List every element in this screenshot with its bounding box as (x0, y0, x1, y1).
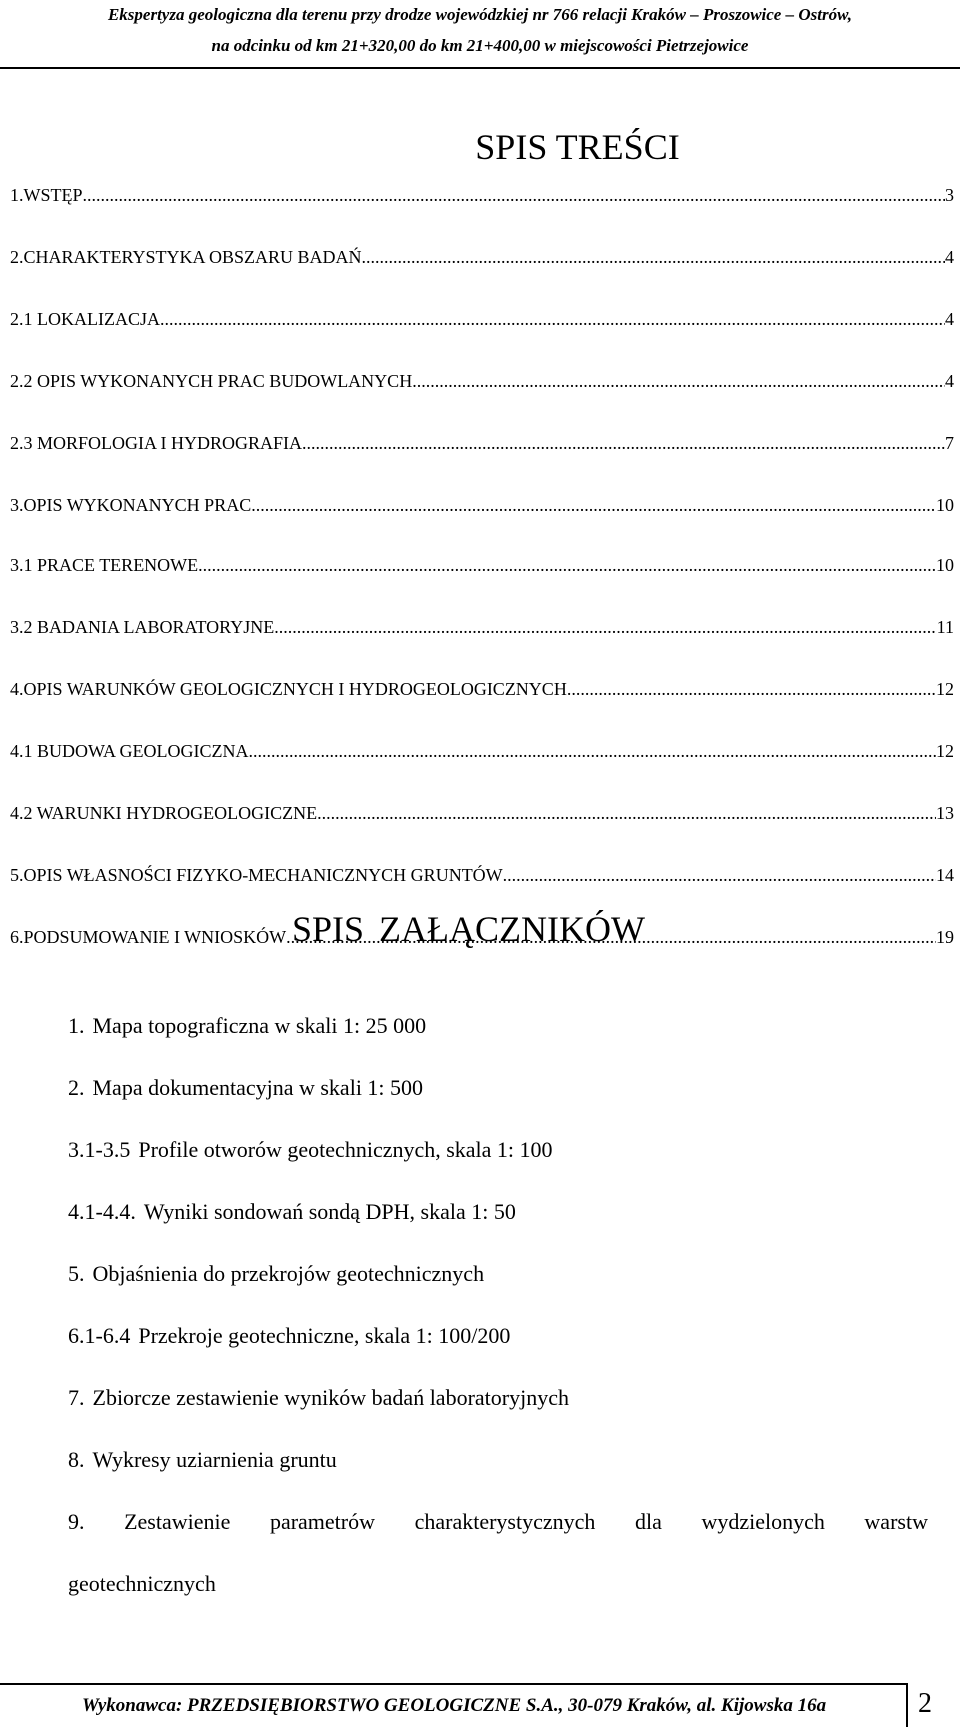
attachment-word: Zestawienie (124, 1509, 231, 1534)
attachment-number: 3.1-3.5 (68, 1137, 131, 1162)
attachment-number: 9. (68, 1509, 85, 1534)
toc-title: SPIS TREŚCI (475, 127, 680, 167)
attachment-text: Wyniki sondowań sondą DPH, skala 1: 50 (143, 1199, 516, 1224)
toc-entry-label: 2.CHARAKTERYSTYKA OBSZARU BADAŃ (10, 247, 362, 267)
toc-entry-label: 2.1 LOKALIZACJA (10, 309, 160, 329)
toc-entry[interactable] (10, 490, 954, 520)
toc-entry[interactable] (10, 242, 954, 272)
toc-leader-dots (567, 674, 936, 704)
toc-entry[interactable] (10, 366, 954, 396)
attachment-item (68, 1258, 484, 1290)
toc-entry[interactable] (10, 674, 954, 704)
attachment-item (68, 1320, 510, 1352)
attachment-number: 8. (68, 1447, 85, 1472)
toc-entry-label: 3.OPIS WYKONANYCH PRAC (10, 495, 252, 515)
toc-entry-label: 4.OPIS WARUNKÓW GEOLOGICZNYCH I HYDROGEOLOGICZNYCH (10, 679, 567, 699)
toc-entry-label: 3.2 BADANIA LABORATORYJNE (10, 617, 275, 637)
attachment-word: parametrów (269, 1509, 376, 1534)
toc-leader-dots (503, 860, 936, 890)
toc-entry-label: 3.1 PRACE TERENOWE (10, 555, 199, 575)
toc-entry-page: 4 (945, 371, 954, 391)
attachment-item (68, 1072, 423, 1104)
toc-entry-label: 4.1 BUDOWA GEOLOGICZNA (10, 741, 249, 761)
header-line-1: Ekspertyza geologiczna dla terenu przy drodze wojewódzkiej nr 766 relacji Kraków – Proszowice – Ostrów, (107, 5, 853, 24)
attachment-text: Mapa topograficzna w skali 1: 25 000 (92, 1013, 427, 1038)
toc-leader-dots (83, 180, 945, 210)
attachment-item (68, 1444, 337, 1476)
toc-entry-page: 12 (936, 741, 954, 761)
toc-entry[interactable] (10, 736, 954, 766)
attachment-text: Profile otworów geotechnicznych, skala 1: 100 (138, 1137, 553, 1162)
page-number: 2 (918, 1688, 932, 1719)
footer-divider (0, 1683, 906, 1685)
toc-entry-page: 12 (936, 679, 954, 699)
attachment-text: Objaśnienia do przekrojów geotechnicznych (92, 1261, 485, 1286)
attachments-title: SPIS ZAŁĄCZNIKÓW (292, 909, 645, 949)
attachment-item (68, 1134, 553, 1166)
toc-entry-page: 11 (936, 617, 954, 637)
toc-entry-label: 2.2 OPIS WYKONANYCH PRAC BUDOWLANYCH (10, 371, 413, 391)
attachment-item-continuation: geotechnicznych (68, 1571, 216, 1596)
toc-entry-label: 2.3 MORFOLOGIA I HYDROGRAFIA (10, 433, 303, 453)
attachment-number: 5. (68, 1261, 85, 1286)
attachment-text: Mapa dokumentacyjna w skali 1: 500 (92, 1075, 424, 1100)
toc-entry-page: 7 (945, 433, 954, 453)
attachment-text: Wykresy uziarnienia gruntu (92, 1447, 337, 1472)
footer-text: Wykonawca: PRZEDSIĘBIORSTWO GEOLOGICZNE S.A., 30-079 Kraków, al. Kijowska 16a (82, 1695, 827, 1716)
toc-leader-dots (198, 550, 936, 580)
attachment-number: 2. (68, 1075, 85, 1100)
document-footer (0, 1686, 960, 1726)
toc-leader-dots (317, 798, 936, 828)
toc-entry-page: 3 (945, 185, 954, 205)
attachment-word: charakterystycznych (414, 1509, 596, 1534)
toc-entry[interactable] (10, 860, 954, 890)
toc-entry-page: 4 (945, 247, 954, 267)
attachment-number: 7. (68, 1385, 85, 1410)
toc-entry-page: 14 (936, 865, 954, 885)
toc-entry-page: 10 (936, 555, 954, 575)
attachment-word: wydzielonych (701, 1509, 825, 1534)
attachment-text: Zbiorcze zestawienie wyników badań laboratoryjnych (92, 1385, 569, 1410)
toc-entry[interactable] (10, 180, 954, 210)
header-line-2: na odcinku od km 21+320,00 do km 21+400,00 w miejscowości Pietrzejowice (211, 36, 749, 55)
toc-leader-dots (160, 304, 945, 334)
toc-entry[interactable] (10, 428, 954, 458)
attachment-item (68, 1010, 426, 1042)
toc-entry[interactable] (10, 550, 954, 580)
toc-entry[interactable] (10, 304, 954, 334)
attachment-number: 6.1-6.4 (68, 1323, 131, 1348)
toc-entry-page: 4 (945, 309, 954, 329)
toc-leader-dots (251, 490, 936, 520)
toc-entry-page: 13 (936, 803, 954, 823)
attachment-item (68, 1382, 569, 1414)
toc-leader-dots (274, 612, 936, 642)
toc-entry-label: 6.PODSUMOWANIE I WNIOSKÓW (10, 927, 287, 947)
toc-entry[interactable] (10, 798, 954, 828)
toc-leader-dots (412, 366, 945, 396)
header-divider (0, 67, 960, 69)
toc-leader-dots (302, 428, 945, 458)
toc-entry-page: 10 (936, 495, 954, 515)
attachment-text: Przekroje geotechniczne, skala 1: 100/200 (138, 1323, 511, 1348)
attachment-word: dla (634, 1509, 662, 1534)
toc-entry-label: 1.WSTĘP (10, 185, 83, 205)
attachment-number: 1. (68, 1013, 85, 1038)
toc-entry[interactable] (10, 612, 954, 642)
attachment-word: warstw (864, 1509, 928, 1534)
toc-leader-dots (362, 242, 945, 272)
footer-vertical-divider (906, 1683, 908, 1727)
attachment-number: 4.1-4.4. (68, 1199, 136, 1224)
toc-entry-label: 5.OPIS WŁASNOŚCI FIZYKO-MECHANICZNYCH GRUNTÓW (10, 865, 503, 885)
toc-entry-page: 19 (936, 927, 954, 947)
attachment-item (68, 1196, 516, 1228)
toc-entry-label: 4.2 WARUNKI HYDROGEOLOGICZNE (10, 803, 318, 823)
attachment-item-last (68, 1506, 928, 1538)
toc-leader-dots (248, 736, 936, 766)
